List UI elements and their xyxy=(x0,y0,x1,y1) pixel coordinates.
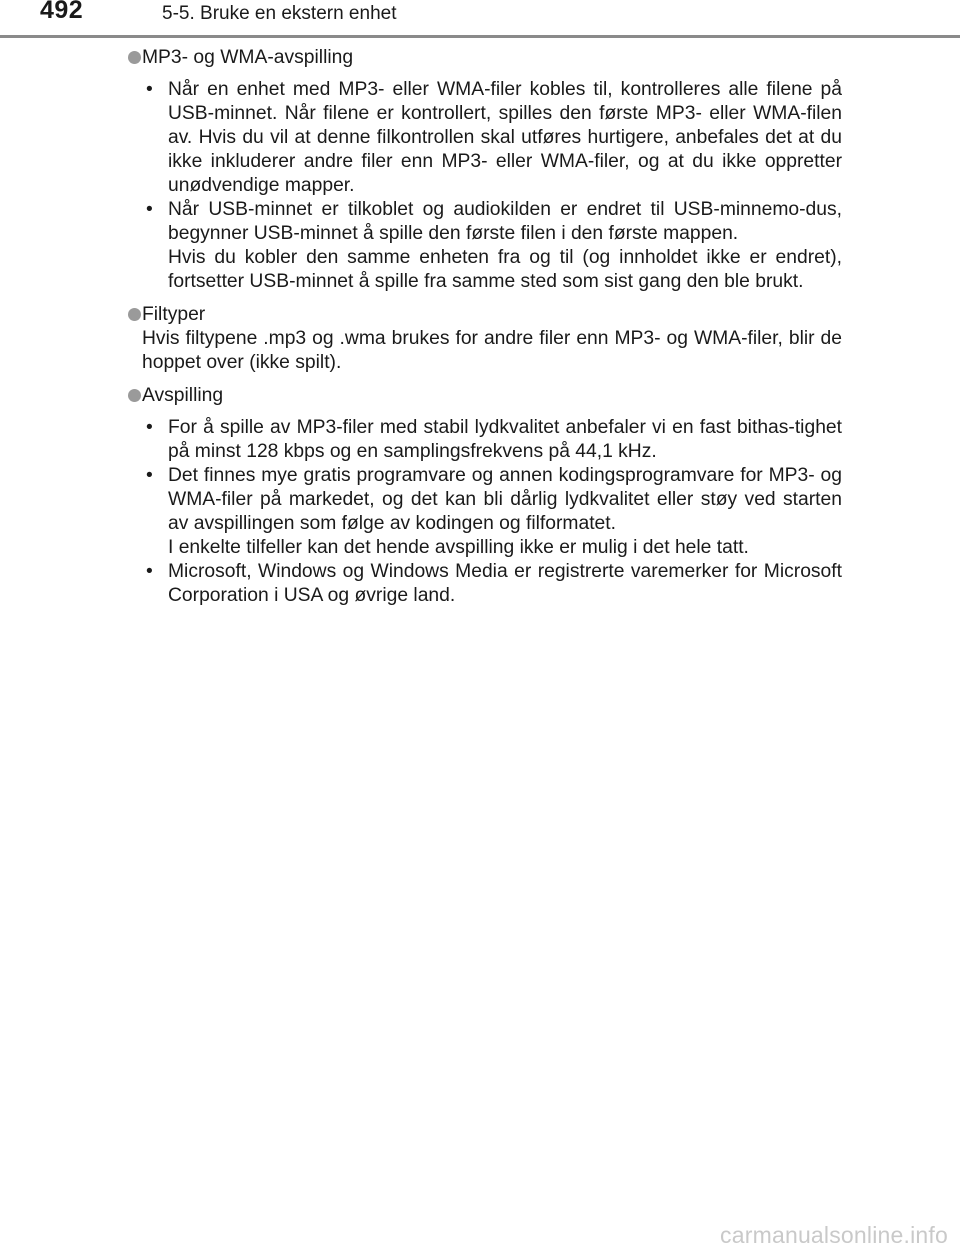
circle-bullet-icon xyxy=(128,51,141,64)
circle-bullet-icon xyxy=(128,308,141,321)
section-mp3-wma-playback xyxy=(130,46,842,294)
page-number: 492 xyxy=(40,0,84,24)
list-item: • Det finnes mye gratis programvare og annen kodingsprogramvare for MP3- og WMA-filer på markedet, og det kan bli dårlig lydkvalitet eller støy ved starten av avspillingen som følge av kodingen og filformatet. I enkelte tilfeller kan det hende avspilling ikke er mulig i det hele tatt. xyxy=(146,465,842,558)
bullet-dot-icon: • xyxy=(146,465,153,486)
circle-bullet-icon xyxy=(128,389,141,402)
bullet-dot-icon: • xyxy=(146,79,153,100)
page-content xyxy=(130,46,842,608)
bullet-dot-icon: • xyxy=(146,561,153,582)
section-file-types xyxy=(130,303,842,375)
section-body: Hvis filtypene .mp3 og .wma brukes for andre filer enn MP3- og WMA-filer, blir de hoppet over (ikke spilt). xyxy=(142,328,842,373)
list-item: • Når en enhet med MP3- eller WMA-filer kobles til, kontrolleres alle filene på USB-minnet. Når filene er kontrollert, spilles den første MP3- eller WMA-filen av. Hvis du vil at denne filkontrollen skal utføres hurtigere, anbefales det at du ikke inkluderer andre filer enn MP3- eller WMA-filer, og at du ikke oppretter unødvendige mapper. xyxy=(146,79,842,196)
site-watermark: carmanualsonline.info xyxy=(720,1222,948,1248)
bullet-dot-icon: • xyxy=(146,417,153,438)
page-header xyxy=(0,0,960,34)
chapter-title: 5-5. Bruke en ekstern enhet xyxy=(162,3,397,24)
section-heading: Avspilling xyxy=(130,384,842,408)
section-heading: Filtyper xyxy=(130,303,842,327)
header-divider xyxy=(0,35,960,38)
section-playback xyxy=(130,384,842,608)
list-item: • For å spille av MP3-filer med stabil lydkvalitet anbefaler vi en fast bithas-tighet på minst 128 kbps og en samplingsfrekvens på 44,1 kHz. xyxy=(146,417,842,462)
bullet-list xyxy=(130,416,842,608)
bullet-dot-icon: • xyxy=(146,199,153,220)
section-heading: MP3- og WMA-avspilling xyxy=(130,46,842,70)
bullet-list xyxy=(130,78,842,294)
list-item: • Når USB-minnet er tilkoblet og audiokilden er endret til USB-minnemo-dus, begynner USB-minnet å spille den første filen i den første mappen. Hvis du kobler den samme enheten fra og til (og innholdet ikke er endret), fortsetter USB-minnet å spille fra samme sted som sist gang den ble brukt. xyxy=(146,199,842,292)
list-item: • Microsoft, Windows og Windows Media er registrerte varemerker for Microsoft Corporation i USA og øvrige land. xyxy=(146,561,842,606)
